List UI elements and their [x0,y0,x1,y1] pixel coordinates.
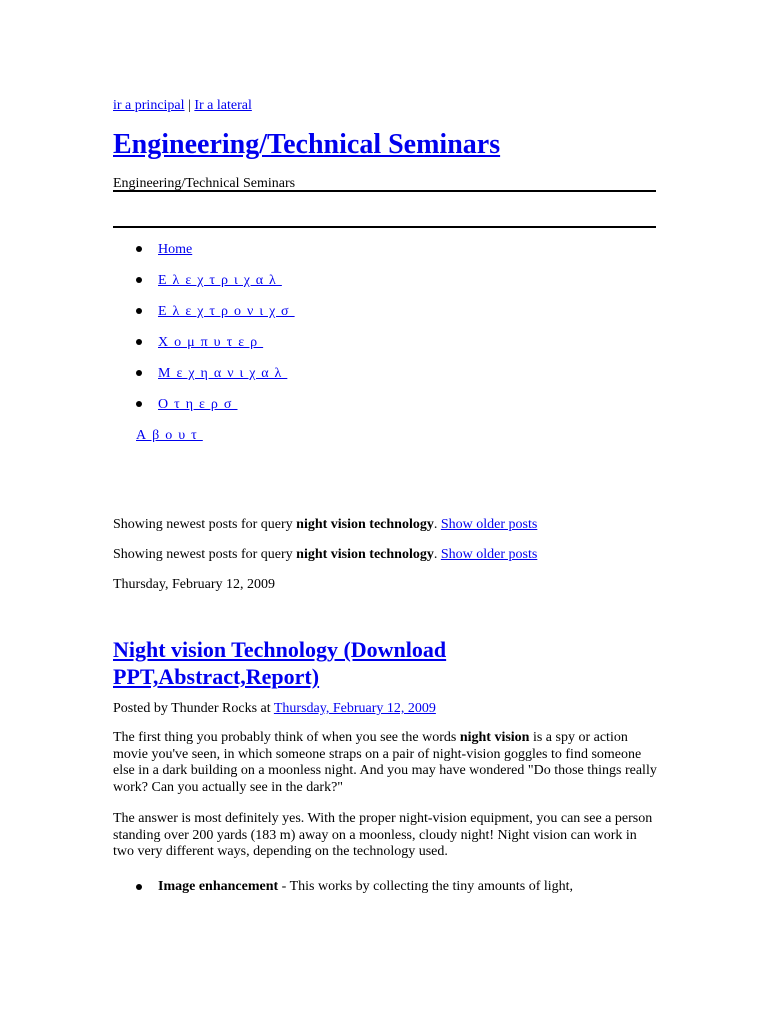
menu-item-electrical [136,271,295,302]
menu-item-electronics [136,302,295,333]
go-to-main-link[interactable]: ir a principal [113,98,185,113]
post-title [113,636,493,690]
about-link[interactable]: Αβουτ [136,428,203,443]
list-item [136,878,656,896]
query-notice-suffix: . [433,517,441,532]
bullet-icon [136,884,142,890]
query-notice-prefix: Showing newest posts for query [113,517,297,532]
menu-item-computer [136,333,295,364]
go-to-sidebar-link[interactable]: Ir a lateral [194,98,252,113]
menu-link-computer[interactable]: Χομπυτερ [158,335,264,350]
query-term: night vision technology [296,517,434,532]
site-title [113,128,500,162]
query-notice-prefix: Showing newest posts for query [113,547,297,562]
date-header: Thursday, February 12, 2009 [113,577,276,592]
post-permalink[interactable]: Thursday, February 12, 2009 [273,701,436,716]
byline-author: Posted by Thunder Rocks at [113,701,274,716]
main-menu [136,240,295,426]
header-divider-bottom [113,226,656,228]
paragraph-bold-term: night vision [459,730,530,745]
show-older-posts-link[interactable]: Show older posts [440,517,538,532]
menu-item-others [136,395,295,426]
menu-link-electronics[interactable]: Ελεχτρονιχσ [158,304,295,319]
top-nav [113,97,252,115]
query-notice [113,516,537,534]
menu-link-home[interactable]: Home [158,242,193,257]
paragraph-text: is a spy or action movie you've seen, in which someone straps on a pair of night-vision goggles to find someone else in a dark building on a moonless night. And you may have wondered "Do those things really work? Can you actually see in the dark?" [113,730,657,795]
nav-separator: | [188,98,191,113]
bullet-icon [136,370,142,376]
bullet-icon [136,246,142,252]
post-title-link[interactable]: Night vision Technology (Download PPT,Abstract,Report) [113,637,447,689]
post-byline [113,700,436,718]
bullet-icon [136,401,142,407]
post-bullet-list [136,878,656,896]
menu-item-mechanical [136,364,295,395]
site-title-link[interactable]: Engineering/Technical Seminars [113,129,501,160]
list-item-term: Image enhancement [158,879,279,894]
menu-link-electrical[interactable]: Ελεχτριχαλ [158,273,282,288]
header-divider-top [113,190,656,192]
bullet-icon [136,339,142,345]
list-item-text: - This works by collecting the tiny amounts of light, [278,879,574,894]
query-term: night vision technology [296,547,434,562]
menu-link-mechanical[interactable]: Μεχηανιχαλ [158,366,288,381]
bullet-icon [136,308,142,314]
site-tagline: Engineering/Technical Seminars [113,176,296,191]
post-paragraph [113,730,658,796]
menu-item-home [136,240,295,271]
bullet-icon [136,277,142,283]
paragraph-text: The first thing you probably think of when you see the words [113,730,460,745]
menu-link-others[interactable]: Οτηερσ [158,397,238,412]
post-paragraph: The answer is most definitely yes. With the proper night-vision equipment, you can see a person standing over 200 yards (183 m) away on a moonless, cloudy night! Night vision can work in two very different ways, depending on the technology used. [113,811,653,859]
show-older-posts-link[interactable]: Show older posts [440,547,538,562]
query-notice-suffix: . [433,547,441,562]
query-notice [113,546,537,564]
